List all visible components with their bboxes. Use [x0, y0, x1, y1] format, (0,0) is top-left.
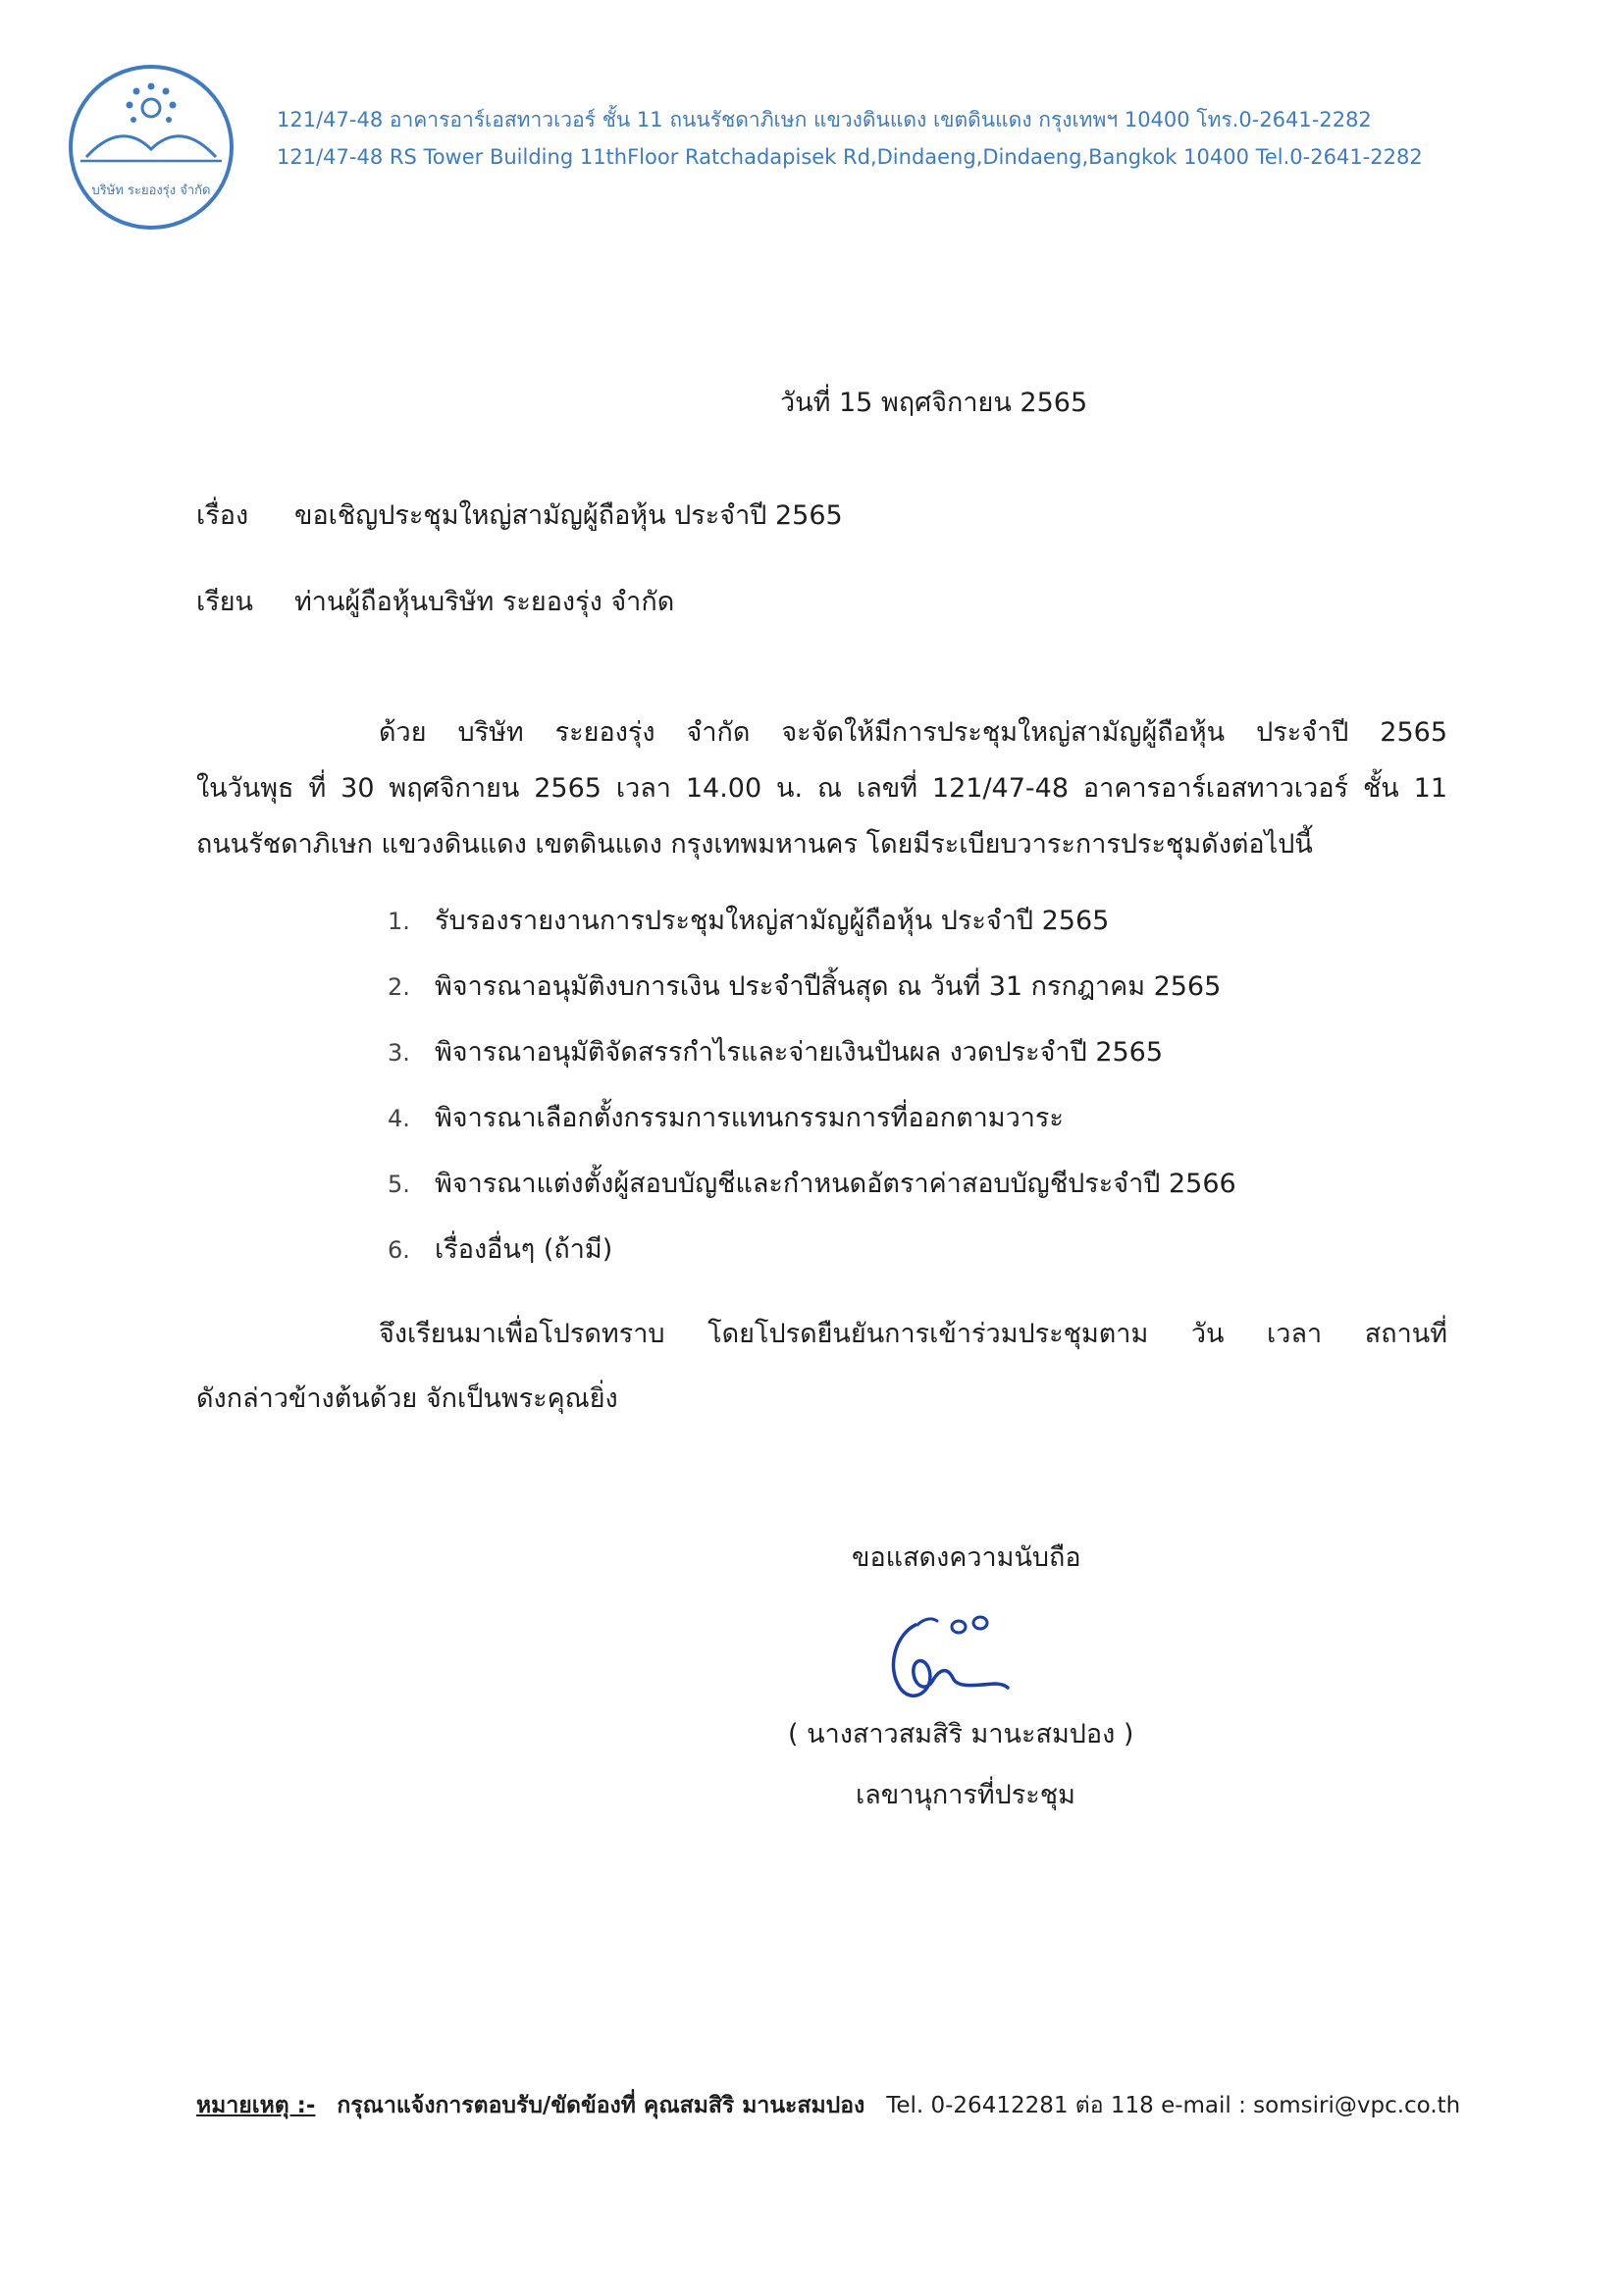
address-thai: 121/47-48 อาคารอาร์เอสทาวเวอร์ ชั้น 11 ถนนรัชดาภิเษก แขวงดินแดง เขตดินแดง กรุงเทพฯ 10400 โทร.0-2641-2282	[277, 108, 1372, 131]
note-contact: Tel. 0-26412281 ต่อ 118 e-mail : somsiri@vpc.co.th	[886, 2093, 1461, 2118]
paragraph-1-line-2: ในวันพุธ ที่ 30 พฤศจิกายน 2565 เวลา 14.00 น. ณ เลขที่ 121/47-48 อาคารอาร์เอสทาวเวอร์ ชั้น 11	[196, 773, 1447, 804]
agenda-number: 6.	[388, 1236, 410, 1264]
agenda-label: พิจารณาแต่งตั้งผู้สอบบัญชีและกำหนดอัตราค่าสอบบัญชีประจำปี 2566	[435, 1169, 1236, 1199]
signer-title: เลขานุการที่ประชุม	[856, 1780, 1075, 1810]
agenda-label: พิจารณาอนุมัติงบการเงิน ประจำปีสิ้นสุด ณ วันที่ 31 กรกฎาคม 2565	[435, 971, 1222, 1002]
agenda-number: 4.	[388, 1105, 410, 1132]
agenda-number: 2.	[388, 973, 410, 1001]
handwritten-signature	[878, 1597, 1045, 1725]
signer-name: ( นางสาวสมสิริ มานะสมปอง )	[788, 1719, 1134, 1749]
agenda-number: 1.	[388, 908, 410, 935]
paragraph-2-line-1: จึงเรียนมาเพื่อโปรดทราบ โดยโปรดยืนยันการเข้าร่วมประชุมตาม วัน เวลา สถานที่	[379, 1319, 1447, 1349]
address-english: 121/47-48 RS Tower Building 11thFloor Ratchadapisek Rd,Dindaeng,Dindaeng,Bangkok 10400 Tel.0-2641-2282	[277, 145, 1423, 169]
paragraph-1-line-3: ถนนรัชดาภิเษก แขวงดินแดง เขตดินแดง กรุงเทพมหานคร โดยมีระเบียบวาระการประชุมดังต่อไปนี้	[196, 829, 1313, 860]
paragraph-2-line-2: ดังกล่าวข้างต้นด้วย จักเป็นพระคุณยิ่ง	[196, 1383, 618, 1414]
subject-label: เรื่อง	[196, 500, 249, 531]
agenda-label: เรื่องอื่นๆ (ถ้ามี)	[435, 1234, 613, 1265]
agenda-item	[388, 1227, 612, 1270]
agenda-item	[388, 965, 1221, 1007]
agenda-item	[388, 1162, 1236, 1204]
note-label: หมายเหตุ :-	[196, 2093, 316, 2118]
agenda-label: พิจารณาเลือกตั้งกรรมการแทนกรรมการที่ออกตามวาระ	[435, 1103, 1064, 1133]
agenda-item	[388, 1030, 1163, 1072]
logo-text: บริษัท ระยองรุ่ง จำกัด	[91, 183, 211, 198]
company-logo	[67, 59, 236, 235]
paragraph-1-line-1: ด้วย บริษัท ระยองรุ่ง จำกัด จะจัดให้มีการประชุมใหญ่สามัญผู้ถือหุ้น ประจำปี 2565	[379, 717, 1447, 748]
agenda-number: 5.	[388, 1171, 410, 1198]
agenda-item	[388, 1096, 1064, 1138]
footer-note	[196, 2088, 1460, 2123]
letter-date: วันที่ 15 พฤศจิกายน 2565	[780, 388, 1088, 418]
recipient-text: ท่านผู้ถือหุ้นบริษัท ระยองรุ่ง จำกัด	[294, 587, 675, 617]
agenda-label: รับรองรายงานการประชุมใหญ่สามัญผู้ถือหุ้น ประจำปี 2565	[435, 906, 1110, 936]
agenda-item	[388, 899, 1109, 941]
agenda-label: พิจารณาอนุมัติจัดสรรกำไรและจ่ายเงินปันผล งวดประจำปี 2565	[435, 1037, 1164, 1068]
note-text: กรุณาแจ้งการตอบรับ/ขัดข้องที่ คุณสมสิริ มานะสมปอง	[337, 2093, 865, 2118]
recipient-label: เรียน	[196, 587, 254, 617]
closing-text: ขอแสดงความนับถือ	[852, 1542, 1081, 1573]
agenda-number: 3.	[388, 1039, 410, 1067]
subject-text: ขอเชิญประชุมใหญ่สามัญผู้ถือหุ้น ประจำปี 2565	[294, 500, 843, 531]
